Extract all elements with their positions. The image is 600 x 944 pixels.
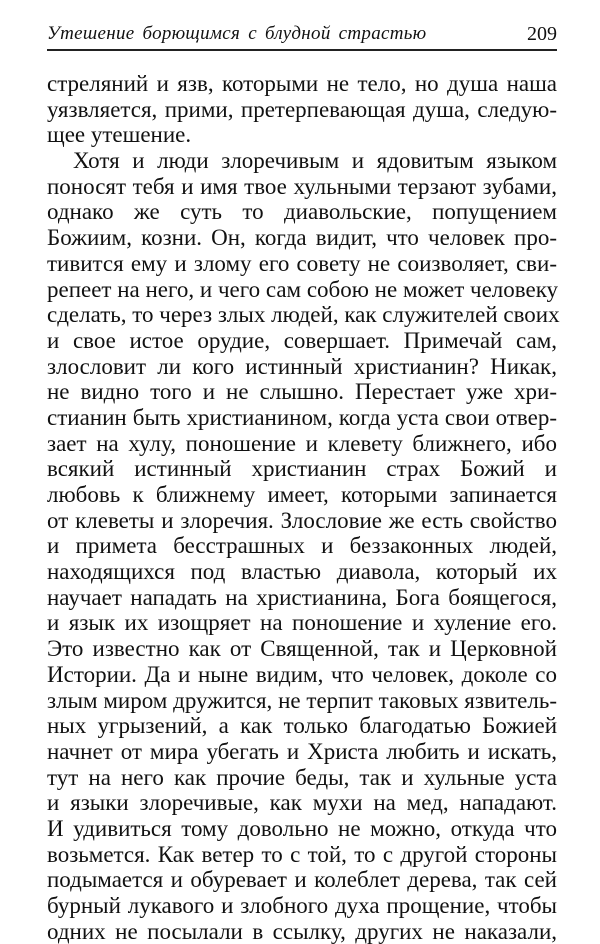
text-line: уязвляется, прими, претерпевающая душа, следую- [47, 96, 557, 122]
text-line: не видно того и не слышно. Перестает уже хри- [47, 379, 557, 405]
text-line: от клеветы и злоречия. Злословие же есть свойство [47, 507, 557, 533]
text-line: любовь к ближнему имеет, которыми запинается [47, 482, 557, 507]
text-line: стреляний и язв, которыми не тело, но душа наша [47, 71, 557, 96]
running-head [47, 23, 557, 49]
text-line: возьмется. Как ветер то с той, то с другой стороны [47, 841, 557, 867]
text-line: и примета бесстрашных и беззаконных людей, [47, 533, 557, 559]
text-line: подымается и обуревает и колеблет дерева, так сей [47, 867, 557, 893]
text-line: однако же суть то диавольские, попущением [47, 199, 557, 225]
text-line: поносят тебя и имя твое хульными терзают зубами, [47, 173, 557, 199]
text-line: репеет на него, и чего сам собою не может человеку [47, 276, 559, 302]
text-line: щее утешение. [47, 122, 192, 148]
text-line: тивится ему и злому его совету не соизволяет, сви- [47, 250, 557, 276]
text-line: Истории. Да и ныне видим, что человек, доколе со [47, 661, 557, 687]
text-line: начнет от мира убегать и Христа любить и искать, [47, 738, 557, 764]
text-line: стианин быть христианином, когда уста свои отвер- [47, 404, 557, 430]
text-line: бурный лукавого и злобного духа прощение, чтобы [47, 893, 557, 918]
text-line: одних не посылали в ссылку, других не наказали, [47, 918, 557, 944]
page-number: 209 [527, 23, 557, 45]
text-line: Хотя и люди злоречивым и ядовитым языком [73, 148, 557, 174]
text-line: И удивиться тому довольно не можно, откуда что [47, 815, 557, 841]
text-line: и свое истое орудие, совершает. Примечай сам, [47, 327, 557, 353]
text-line: тут на него как прочие беды, так и хульные уста [47, 764, 557, 790]
text-line: злословит ли кого истинный христианин? Никак, [47, 353, 557, 379]
running-title: Утешение борющимся с блудной страстью [47, 23, 427, 44]
text-line: ных угрызений, а как только благодатью Божией [47, 713, 557, 739]
text-line: Божиим, козни. Он, когда видит, что человек про- [47, 225, 557, 251]
text-line: научает нападать на христианина, Бога боящегося, [47, 584, 557, 610]
text-line: и язык их изощряет на поношение и хуление его. [47, 610, 557, 636]
text-line: и языки злоречивые, как мухи на мед, нападают. [47, 790, 557, 816]
text-line: Это известно как от Священной, так и Церковной [47, 636, 557, 662]
header-rule [47, 49, 557, 51]
text-line: сделать, то через злых людей, как служителей своих [47, 302, 560, 328]
text-line: злым миром дружится, не терпит таковых язвитель- [47, 687, 557, 713]
text-line: зает на хулу, поношение и клевету ближнего, ибо [47, 430, 557, 456]
text-line: всякий истинный христианин страх Божий и [47, 456, 557, 482]
body-text [47, 71, 560, 944]
text-line: находящихся под властью диавола, который их [47, 559, 557, 585]
